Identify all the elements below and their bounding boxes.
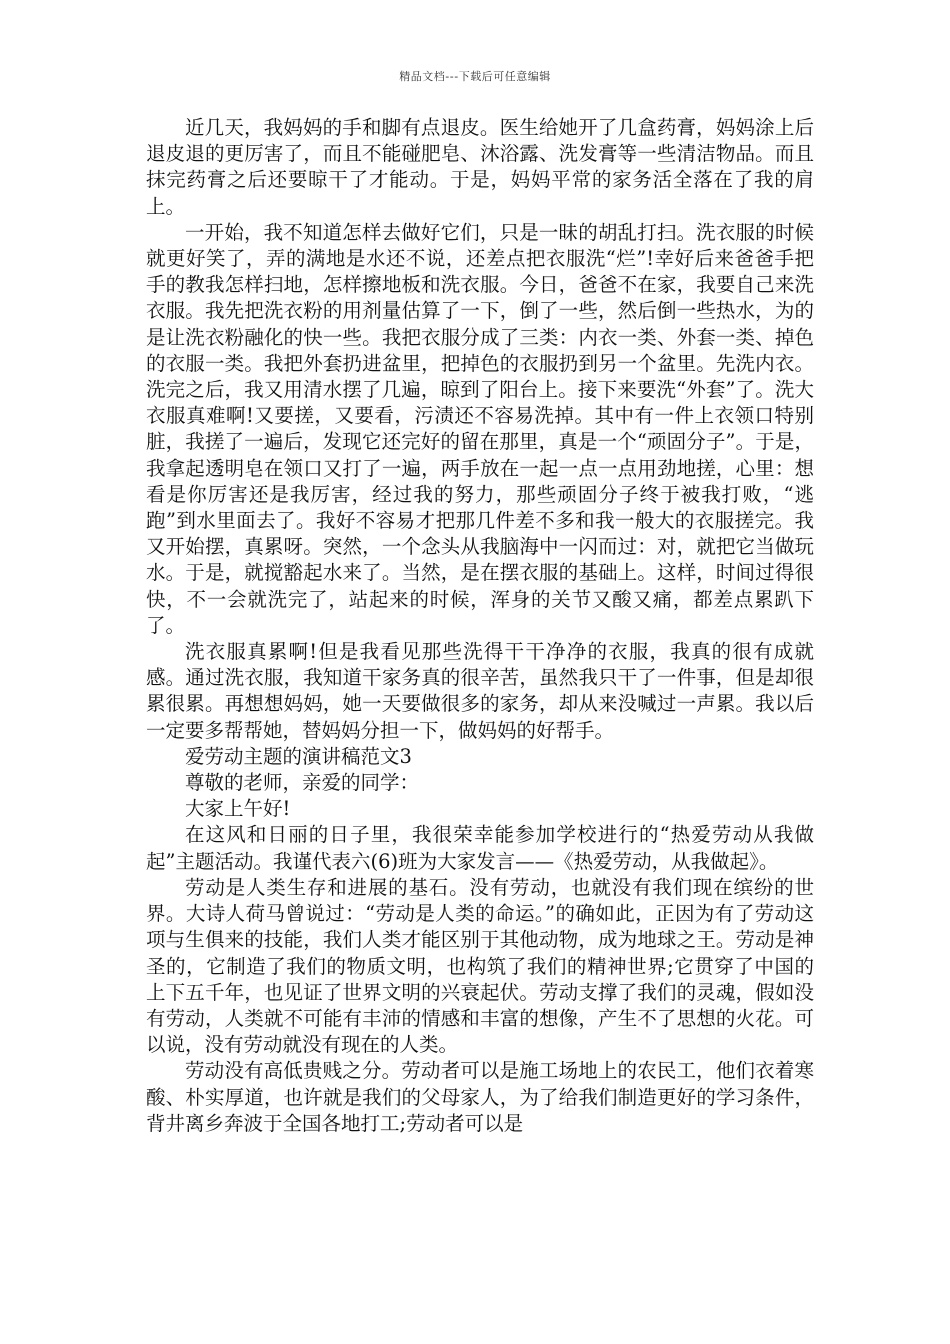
paragraph-sense-of-achievement: 洗衣服真累啊!但是我看见那些洗得干干净净的衣服，我真的很有成就感。通过洗衣服，我知道干家务真的很辛苦，虽然我只干了一件事，但是却很累很累。再想想妈妈，她一天要做很多的家务，却从来没喊过一声累。我以后一定要多帮帮她，替妈妈分担一下，做妈妈的好帮手。 xyxy=(146,640,814,742)
paragraph-labor-equality: 劳动没有高低贵贱之分。劳动者可以是施工场地上的农民工，他们衣着寒酸、朴实厚道，也许就是我们的父母家人，为了给我们制造更好的学习条件，背井离乡奔波于全国各地打工;劳动者可以是 xyxy=(146,1059,814,1135)
greeting: 大家上午好! xyxy=(185,797,291,821)
document-body xyxy=(146,115,814,1137)
paragraph-labor-foundation: 劳动是人类生存和进展的基石。没有劳动，也就没有我们现在缤纷的世界。大诗人荷马曾说过：“劳动是人类的命运。”的确如此，正因为有了劳动这项与生俱来的技能，我们人类才能区别于其他动物，成为地球之王。劳动是神圣的，它制造了我们的物质文明，也构筑了我们的精神世界;它贯穿了中国的上下五千年，也见证了世界文明的兴衰起伏。劳动支撑了我们的灵魂，假如没有劳动，人类就不可能有丰沛的情感和丰富的想像，产生不了思想的火花。可以说，没有劳动就没有现在的人类。 xyxy=(146,875,814,1057)
paragraph-mother-skin: 近几天，我妈妈的手和脚有点退皮。医生给她开了几盒药膏，妈妈涂上后退皮退的更厉害了，而且不能碰肥皂、沐浴露、洗发膏等一些清洁物品。而且抹完药膏之后还要晾干了才能动。于是，妈妈平常的家务活全落在了我的肩上。 xyxy=(146,116,814,218)
page-header: 精品文档---下载后可任意编辑 xyxy=(399,70,551,83)
salutation: 尊敬的老师，亲爱的同学： xyxy=(185,771,420,795)
section-title: 爱劳动主题的演讲稿范文3 xyxy=(185,744,412,768)
paragraph-intro-activity: 在这风和日丽的日子里，我很荣幸能参加学校进行的“热爱劳动从我做起”主题活动。我谨代表六(6)班为大家发言——《热爱劳动，从我做起》。 xyxy=(146,823,814,873)
paragraph-washing-clothes: 一开始，我不知道怎样去做好它们，只是一昧的胡乱打扫。洗衣服的时候就更好笑了，弄的满地是水还不说，还差点把衣服洗“烂”!幸好后来爸爸手把手的教我怎样扫地，怎样擦地板和洗衣服。今日，爸爸不在家，我要自己来洗衣服。我先把洗衣粉的用剂量估算了一下，倒了一些，然后倒一些热水，为的是让洗衣粉融化的快一些。我把衣服分成了三类：内衣一类、外套一类、掉色的衣服一类。我把外套扔进盆里，把掉色的衣服扔到另一个盆里。先洗内衣。洗完之后，我又用清水摆了几遍，晾到了阳台上。接下来要洗“外套”了。洗大衣服真难啊!又要搓，又要看，污渍还不容易洗掉。其中有一件上衣领口特别脏，我搓了一遍后，发现它还完好的留在那里，真是一个“顽固分子”。于是，我拿起透明皂在领口又打了一遍，两手放在一起一点一点用劲地搓，心里：想看是你厉害还是我厉害，经过我的努力，那些顽固分子终于被我打败，“逃跑”到水里面去了。我好不容易才把那几件差不多和我一般大的衣服搓完。我又开始摆，真累呀。突然，一个念头从我脑海中一闪而过：对，就把它当做玩水。于是，就搅豁起水来了。当然，是在摆衣服的基础上。这样，时间过得很快，不一会就洗完了，站起来的时候，浑身的关节又酸又痛，都差点累趴下了。 xyxy=(146,220,814,637)
